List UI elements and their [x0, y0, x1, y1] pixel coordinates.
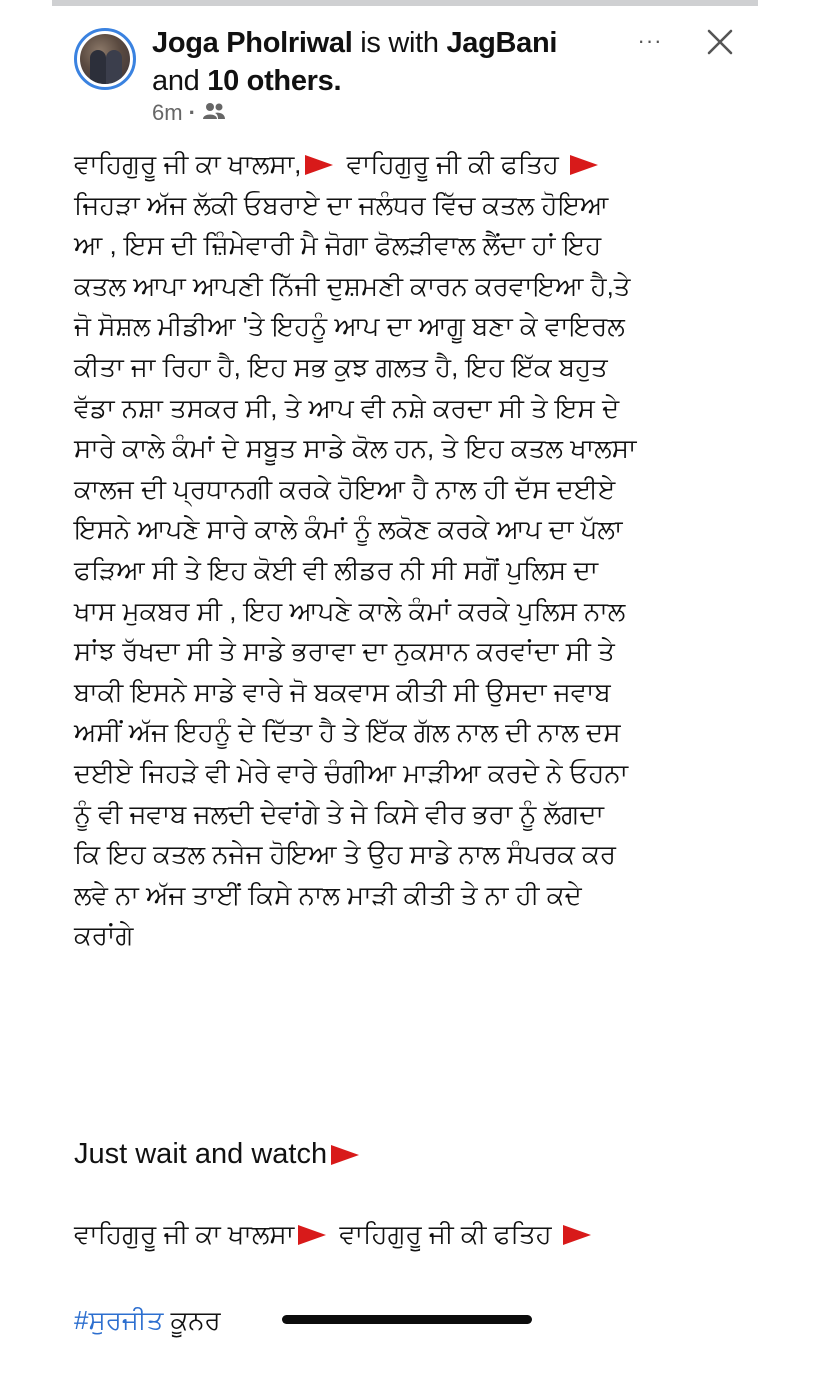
body-line: ਆ , ਇਸ ਦੀ ਜ਼ਿੰਮੇਵਾਰੀ ਮੈ ਜੋਗਾ ਫੋਲੜੀਵਾਲ ਲੈਂਦਾ ਹਾਂ ਇਹ [74, 230, 602, 261]
body-line: ਸਾਂਝ ਰੱਖਦਾ ਸੀ ਤੇ ਸਾਡੇ ਭਰਾਵਾ ਦਾ ਨੁਕਸਾਨ ਕਰਵਾਂਦਾ ਸੀ ਤੇ [74, 636, 615, 667]
author-avatar[interactable] [74, 28, 136, 90]
hashtag-suffix: ਕੂਨਰ [163, 1305, 221, 1335]
friends-icon[interactable] [202, 100, 226, 126]
hashtag-line [74, 1302, 221, 1338]
body-line: ਦਈਏ ਜਿਹੜੇ ਵੀ ਮੇਰੇ ਵਾਰੇ ਚੰਗੀਆ ਮਾੜੀਆ ਕਰਦੇ ਨੇ ਓਹਨਾ [74, 757, 629, 788]
more-options-button[interactable] [632, 28, 668, 58]
body-line: ਵੱਡਾ ਨਸ਼ਾ ਤਸਕਰ ਸੀ, ਤੇ ਆਪ ਵੀ ਨਸ਼ੇ ਕਰਦਾ ਸੀ ਤੇ ਇਸ ਦੇ [74, 392, 620, 423]
closing-salutation: ਵਾਹਿਗੁਰੂ ਜੀ ਕਾ ਖਾਲਸਾ ਵਾਹਿਗੁਰੂ ਜੀ ਕੀ ਫਤਿਹ [74, 1214, 597, 1254]
post-meta [152, 100, 226, 126]
tagged-others[interactable]: 10 others. [207, 65, 342, 97]
flag-icon [331, 1145, 359, 1165]
body-line: ਸਾਰੇ ਕਾਲੇ ਕੰਮਾਂ ਦੇ ਸਬੂਤ ਸਾਡੇ ਕੋਲ ਹਨ, ਤੇ ਇਹ ਕਤਲ ਖਾਲਸਾ [74, 433, 637, 464]
hashtag-link[interactable]: #ਸੁਰਜੀਤ [74, 1305, 164, 1335]
avatar-photo [80, 34, 130, 84]
body-line: ਬਾਕੀ ਇਸਨੇ ਸਾਡੇ ਵਾਰੇ ਜੋ ਬਕਵਾਸ ਕੀਤੀ ਸੀ ਉਸਦਾ ਜਵਾਬ [74, 676, 611, 707]
author-name[interactable]: Joga Pholriwal [152, 27, 353, 59]
body-line: ਖਾਸ ਮੁਕਬਰ ਸੀ , ਇਹ ਆਪਣੇ ਕਾਲੇ ਕੰਮਾਂ ਕਰਕੇ ਪੁਲਿਸ ਨਾਲ [74, 595, 626, 626]
flag-icon [570, 155, 598, 175]
and-text: and [152, 65, 208, 97]
with-text: is with [352, 27, 447, 59]
body-line: ਜੋ ਸੋਸ਼ਲ ਮੀਡੀਆ 'ਤੇ ਇਹਨੂੰ ਆਪ ਦਾ ਆਗੂ ਬਣਾ ਕੇ ਵਾਇਰਲ [74, 311, 625, 342]
english-line: Just wait and watch [74, 1134, 365, 1174]
facebook-post [52, 6, 758, 1379]
close-button[interactable] [702, 24, 738, 60]
body-line: ਇਸਨੇ ਆਪਣੇ ਸਾਰੇ ਕਾਲੇ ਕੰਮਾਂ ਨੂੰ ਲਕੋਣ ਕਰਕੇ ਆਪ ਦਾ ਪੱਲਾ [74, 514, 623, 545]
body-line: ਕੀਤਾ ਜਾ ਰਿਹਾ ਹੈ, ਇਹ ਸਭ ਕੁਝ ਗਲਤ ਹੈ, ਇਹ ਇੱਕ ਬਹੁਤ [74, 351, 608, 382]
tagged-page[interactable]: JagBani [446, 27, 558, 59]
body-line: ਨੂੰ ਵੀ ਜਵਾਬ ਜਲਦੀ ਦੇਵਾਂਗੇ ਤੇ ਜੇ ਕਿਸੇ ਵੀਰ ਭਰਾ ਨੂੰ ਲੱਗਦਾ [74, 798, 604, 829]
body-line: ਜਿਹੜਾ ਅੱਜ ਲੱਕੀ ਓਬਰਾਏ ਦਾ ਜਲੰਧਰ ਵਿੱਚ ਕਤਲ ਹੋਇਆ [74, 189, 609, 220]
more-icon: ··· [637, 28, 663, 53]
close-icon [702, 24, 738, 60]
flag-icon [298, 1225, 326, 1245]
body-line: ਕਿ ਇਹ ਕਤਲ ਨਜੇਜ ਹੋਇਆ ਤੇ ਉਹ ਸਾਡੇ ਨਾਲ ਸੰਪਰਕ ਕਰ [74, 839, 617, 870]
flag-icon [305, 155, 333, 175]
meta-separator: · [188, 100, 196, 125]
flag-icon [563, 1225, 591, 1245]
post-body [74, 144, 754, 956]
home-indicator[interactable] [282, 1315, 532, 1324]
body-line: ਫੜਿਆ ਸੀ ਤੇ ਇਹ ਕੋਈ ਵੀ ਲੀਡਰ ਨੀ ਸੀ ਸਗੋਂ ਪੁਲਿਸ ਦਾ [74, 554, 599, 585]
body-line: ਕਾਲਜ ਦੀ ਪ੍ਰਧਾਨਗੀ ਕਰਕੇ ਹੋਇਆ ਹੈ ਨਾਲ ਹੀ ਦੱਸ ਦਈਏ [74, 473, 616, 504]
body-line: ਕਰਾਂਗੇ [74, 920, 134, 951]
body-line: ਵਾਹਿਗੁਰੂ ਜੀ ਕਾ ਖਾਲਸਾ, ਵਾਹਿਗੁਰੂ ਜੀ ਕੀ ਫਤਿਹ [74, 144, 754, 185]
body-line: ਲਵੇ ਨਾ ਅੱਜ ਤਾਈਂ ਕਿਸੇ ਨਾਲ ਮਾੜੀ ਕੀਤੀ ਤੇ ਨਾ ਹੀ ਕਦੇ [74, 879, 582, 910]
post-time[interactable]: 6m [152, 100, 183, 125]
body-line: ਅਸੀਂ ਅੱਜ ਇਹਨੂੰ ਦੇ ਦਿੱਤਾ ਹੈ ਤੇ ਇੱਕ ਗੱਲ ਨਾਲ ਦੀ ਨਾਲ ਦਸ [74, 717, 621, 748]
post-header [152, 24, 572, 100]
body-line: ਕਤਲ ਆਪਾ ਆਪਣੀ ਨਿੱਜੀ ਦੁਸ਼ਮਣੀ ਕਾਰਨ ਕਰਵਾਇਆ ਹੈ,ਤੇ [74, 270, 631, 301]
